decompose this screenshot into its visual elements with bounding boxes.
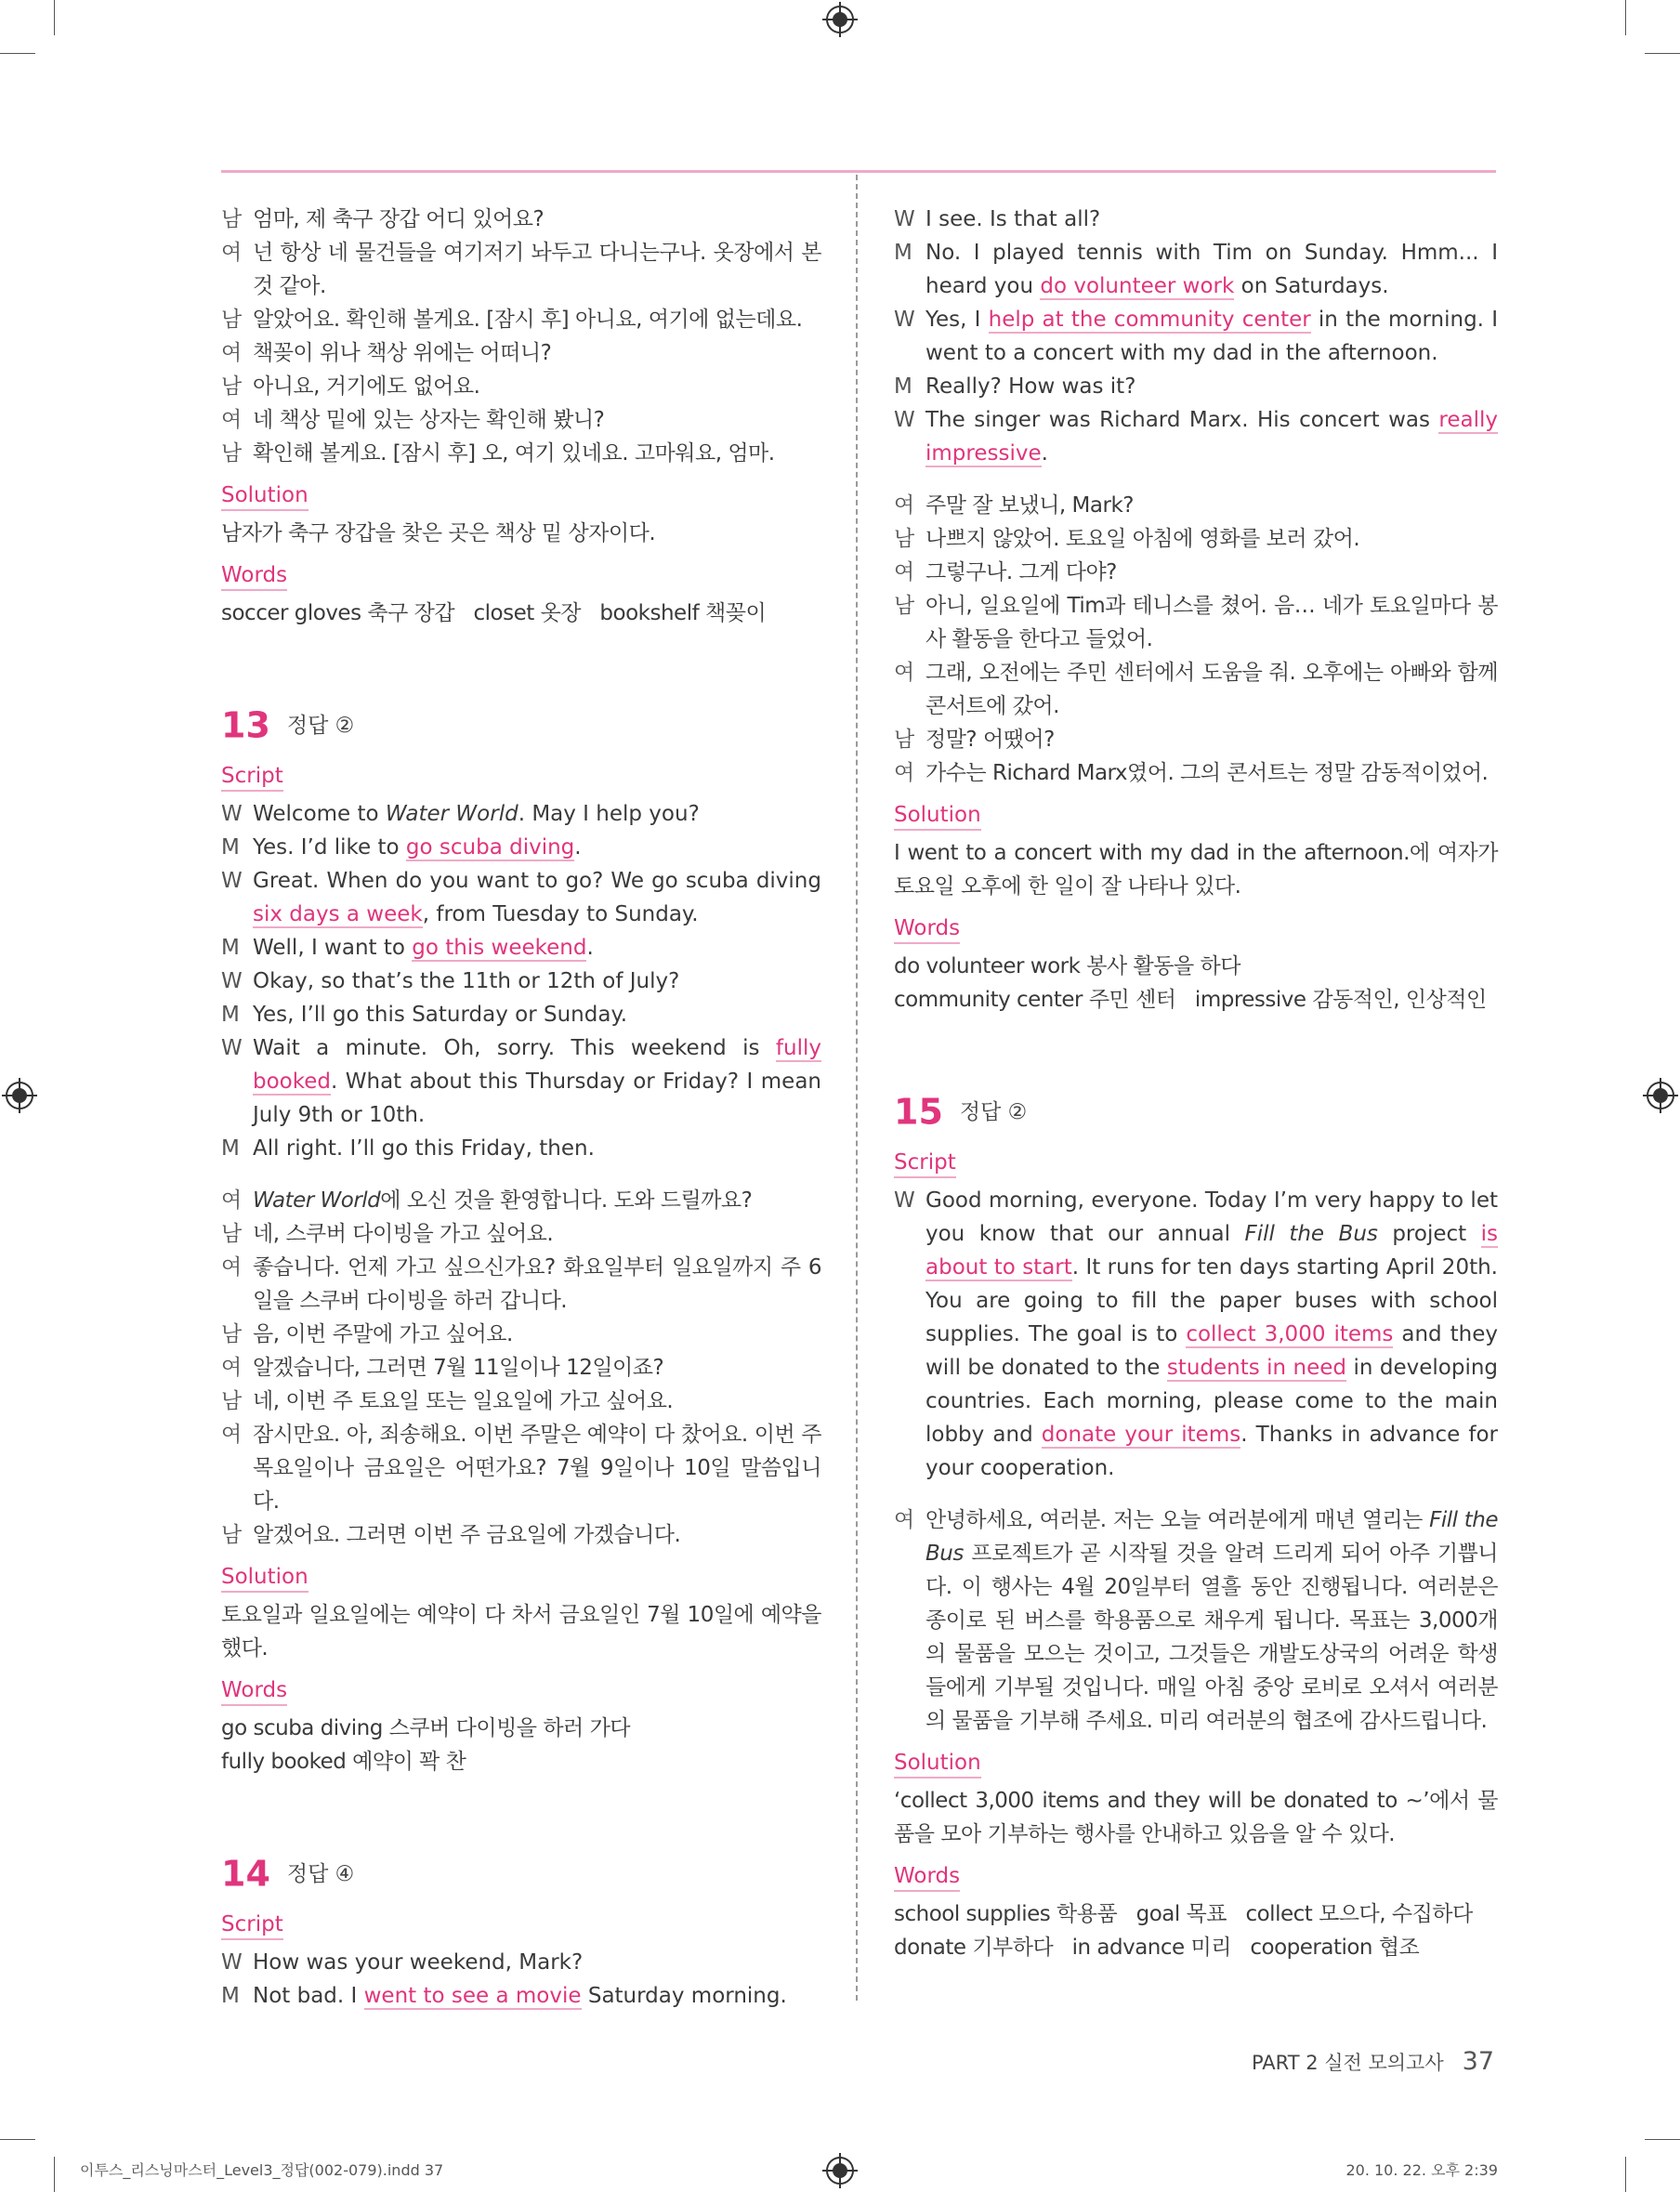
italic-title: Water World (253, 1188, 381, 1213)
line-text: Really? How was it? (925, 374, 1136, 399)
speaker-label: 남 (221, 1389, 242, 1413)
q13-script (221, 797, 821, 1165)
q13-script-label: Script (221, 762, 283, 792)
script-line (221, 998, 821, 1031)
line-text: 책꽂이 위나 책상 위에는 어떠니? (253, 341, 552, 365)
speaker-label: 여 (894, 560, 914, 584)
line-text: 좋습니다. 언제 가고 싶으신가요? 화요일부터 일요일까지 주 6일을 스쿠버 다이빙을 하러 갑니다. (253, 1255, 821, 1313)
key-phrase: go scuba diving (405, 835, 575, 860)
q13-words-label: Words (221, 1676, 287, 1706)
dialogue-line (894, 489, 1498, 522)
dialogue-line (221, 403, 821, 437)
q13-words-list (221, 1712, 821, 1779)
q14-script-continued (894, 203, 1498, 470)
words-line: soccer gloves 축구 장갑 closet 옷장 bookshelf 책꽂이 (221, 601, 767, 625)
speaker-label: 남 (221, 1322, 242, 1346)
dialogue-line (221, 1217, 821, 1251)
speaker-label: 여 (894, 1508, 914, 1532)
speaker-label: W (221, 1950, 243, 1975)
script-line (221, 864, 821, 931)
q13-number: 13 (221, 704, 270, 746)
dialogue-line (221, 1318, 821, 1351)
line-text: Yes. I’d like to (253, 835, 406, 860)
q14-korean-dialogue (894, 489, 1498, 790)
words-line: go scuba diving 스쿠버 다이빙을 하러 가다 (221, 1716, 631, 1740)
italic-title: Fill the Bus (925, 1508, 1498, 1566)
words-line: fully booked 예약이 꽉 찬 (221, 1750, 466, 1774)
script-line (894, 403, 1498, 470)
line-text: 알겠어요. 그러면 이번 주 금요일에 가겠습니다. (253, 1523, 681, 1547)
line-text: . What about this Thursday or Friday? I mean July 9th or 10th. (253, 1070, 821, 1127)
line-text: 엄마, 제 축구 장갑 어디 있어요? (253, 207, 545, 231)
q12-words-list (221, 597, 821, 630)
script-line (894, 303, 1498, 370)
script-line (221, 1132, 821, 1165)
q12-korean-dialogue (221, 203, 821, 470)
script-line (894, 1184, 1498, 1485)
speaker-label: M (221, 835, 240, 860)
line-text: in developing countries. Each morning, please come to the main lobby and (925, 1356, 1499, 1447)
dialogue-line (894, 656, 1498, 723)
speaker-label: M (894, 241, 912, 265)
speaker-label: 여 (221, 408, 242, 432)
speaker-label: M (221, 1003, 240, 1027)
speaker-label: M (894, 374, 912, 399)
line-text: Great. When do you want to go? We go scuba diving (253, 869, 821, 893)
speaker-label: M (221, 1136, 240, 1161)
key-phrase: six days a week (253, 902, 423, 926)
registration-mark-icon (826, 6, 854, 33)
speaker-label: W (894, 207, 915, 231)
key-phrase: help at the community center (988, 308, 1311, 332)
line-text: 에 오신 것을 환영합니다. 도와 드릴까요? (380, 1188, 753, 1213)
line-text: Well, I want to (253, 936, 413, 960)
column-divider (856, 175, 858, 2001)
dialogue-line (221, 303, 821, 336)
line-text: . (586, 936, 594, 960)
speaker-label: 남 (221, 441, 242, 466)
script-line (221, 1031, 821, 1132)
line-text: on Saturdays. (1234, 274, 1389, 298)
script-line (221, 831, 821, 864)
speaker-label: 여 (894, 493, 914, 518)
speaker-label: W (894, 1188, 915, 1213)
q15-script-label: Script (894, 1149, 956, 1178)
line-text: I see. Is that all? (925, 207, 1101, 231)
line-text: 그래, 오전에는 주민 센터에서 도움을 줘. 오후에는 아빠와 함께 콘서트에 갔어. (925, 661, 1498, 718)
registration-mark-icon (826, 2157, 854, 2185)
dialogue-line (221, 1418, 821, 1518)
dialogue-line (221, 1351, 821, 1385)
q12-solution-text: 남자가 축구 장갑을 찾은 곳은 책상 밑 상자이다. (221, 521, 656, 545)
line-text: 확인해 볼게요. [잠시 후] 오, 여기 있네요. 고마워요, 엄마. (253, 441, 775, 466)
speaker-label: 남 (221, 1523, 242, 1547)
dialogue-line (221, 1385, 821, 1418)
key-phrase: donate your items (1041, 1423, 1241, 1447)
q14-words-label: Words (894, 914, 960, 944)
dialogue-line (221, 1518, 821, 1552)
line-text: 네 책상 밑에 있는 상자는 확인해 봤니? (253, 408, 605, 432)
dialogue-line (894, 756, 1498, 790)
line-text: Not bad. I (253, 1984, 364, 2008)
dialogue-line (221, 236, 821, 303)
words-line: donate 기부하다 in advance 미리 cooperation 협조 (894, 1936, 1420, 1960)
script-line (894, 203, 1498, 236)
q13-heading (221, 702, 821, 747)
speaker-label: M (221, 1984, 240, 2008)
dialogue-line (894, 522, 1498, 556)
line-text: and they will be donated to the (925, 1322, 1498, 1380)
line-text: 알겠습니다, 그러면 7월 11일이나 12일이죠? (253, 1356, 664, 1380)
registration-mark-icon (1647, 1082, 1674, 1109)
q13-korean-dialogue (221, 1184, 821, 1552)
line-text: , from Tuesday to Sunday. (422, 902, 699, 926)
words-line: community center 주민 센터 impressive 감동적인, 인상적인 (894, 988, 1487, 1012)
q15-words-label: Words (894, 1862, 960, 1892)
speaker-label: 여 (221, 341, 242, 365)
line-text: . (1041, 441, 1048, 466)
crop-mark (54, 0, 55, 35)
line-text: 프로젝트가 곧 시작될 것을 알려 드리게 되어 아주 기쁩니다. 이 행사는 4월 20일부터 열흘 동안 진행됩니다. 여러분은 종이로 된 버스를 학용품으로 채우게 됩니다. 목표는 3,000개의 물품을 모으는 것이고, 그것들은 개발도상국의 어려운 학생들에게 기부될 것입니다. 매일 아침 중앙 로비로 오셔서 여러분의 물품을 기부해 주세요. 미리 여러분의 협조에 감사드립니다. (925, 1542, 1498, 1733)
speaker-label: 여 (894, 761, 914, 785)
line-text: No. I played tennis with Tim on Sunday. Hmm... I heard you (925, 241, 1498, 298)
q14-solution-text: I went to a concert with my dad in the afternoon.에 여자가 토요일 오후에 한 일이 잘 나타나 있다. (894, 841, 1498, 899)
header-rule (221, 170, 1496, 173)
line-text: Good morning, everyone. Today I’m very happy to let you know that our annual (925, 1188, 1498, 1246)
line-text: project (1377, 1222, 1481, 1246)
key-phrase: go this weekend (412, 936, 587, 960)
line-text: 그렇구나. 그게 다야? (925, 560, 1117, 584)
dialogue-line (894, 723, 1498, 756)
crop-mark (1645, 53, 1680, 54)
slug-timestamp: 20. 10. 22. 오후 2:39 (1345, 2161, 1498, 2179)
q15-solution-text: ‘collect 3,000 items and they will be donated to ~’에서 물품을 모아 기부하는 행사를 안내하고 있음을 알 수 있다. (894, 1789, 1498, 1846)
key-phrase: went to see a movie (363, 1984, 582, 2008)
speaker-label: W (221, 969, 243, 993)
speaker-label: 여 (894, 661, 914, 685)
script-line (221, 965, 821, 998)
script-line (221, 1946, 821, 1979)
line-text: Wait a minute. Oh, sorry. This weekend is (253, 1036, 776, 1060)
part-label: PART 2 실전 모의고사 (1251, 2052, 1444, 2074)
q14-number: 14 (221, 1853, 270, 1895)
key-phrase: really impressive (925, 408, 1498, 466)
speaker-label: 여 (221, 1188, 242, 1213)
line-text: The singer was Richard Marx. His concert was (925, 408, 1439, 432)
left-column (221, 203, 821, 2013)
q14-script-start (221, 1946, 821, 2013)
q13-solution-text: 토요일과 일요일에는 예약이 다 차서 금요일인 7월 10일에 예약을 했다. (221, 1603, 821, 1660)
page-footer (1252, 2047, 1494, 2076)
dialogue-line (894, 556, 1498, 589)
speaker-label: M (221, 936, 240, 960)
speaker-label: 남 (894, 728, 914, 752)
dialogue-line (221, 1251, 821, 1318)
speaker-label: 남 (221, 308, 242, 332)
line-text: 넌 항상 네 물건들을 여기저기 놔두고 다니는구나. 옷장에서 본 것 같아. (253, 241, 821, 298)
line-text: . It runs for ten days starting April 20th. You are going to fill the paper buses with school supplies. The goal is to (925, 1255, 1498, 1346)
crop-mark (1645, 2139, 1680, 2140)
speaker-label: W (894, 308, 915, 332)
slug-file: 이투스_리스닝마스터_Level3_정답(002-079).indd 37 (80, 2161, 444, 2179)
script-line (894, 370, 1498, 403)
dialogue-line (221, 1184, 821, 1217)
q14-answer: 정답 ④ (286, 1861, 355, 1886)
right-column (894, 203, 1498, 1964)
line-text: 아니, 일요일에 Tim과 테니스를 쳤어. 음… 네가 토요일마다 봉사 활동을 한다고 들었어. (925, 594, 1498, 651)
line-text: Yes, I (925, 308, 989, 332)
q12-words-label: Words (221, 561, 287, 591)
line-text: Yes, I’ll go this Saturday or Sunday. (253, 1003, 628, 1027)
italic-title: Water World (385, 802, 518, 826)
q15-korean-dialogue (894, 1503, 1498, 1738)
q14-solution-label: Solution (894, 801, 981, 831)
line-text: Welcome to (253, 802, 386, 826)
page-number: 37 (1462, 2047, 1494, 2076)
q15-solution-label: Solution (894, 1749, 981, 1779)
line-text: 음, 이번 주말에 가고 싶어요. (253, 1322, 513, 1346)
line-text: 가수는 Richard Marx였어. 그의 콘서트는 정말 감동적이었어. (925, 761, 1489, 785)
script-line (221, 1979, 821, 2013)
line-text: 알았어요. 확인해 볼게요. [잠시 후] 아니요, 여기에 없는데요. (253, 308, 803, 332)
line-text: 나쁘지 않았어. 토요일 아침에 영화를 보러 갔어. (925, 527, 1360, 551)
italic-title: Fill the Bus (1244, 1222, 1378, 1246)
speaker-label: 여 (221, 1255, 242, 1280)
line-text: 주말 잘 보냈니, Mark? (925, 493, 1134, 518)
script-line (894, 236, 1498, 303)
crop-mark (0, 53, 35, 54)
speaker-label: 남 (221, 374, 242, 399)
crop-mark (54, 2157, 55, 2192)
key-phrase: collect 3,000 items (1186, 1322, 1394, 1346)
line-text: Okay, so that’s the 11th or 12th of July? (253, 969, 680, 993)
dialogue-line (221, 370, 821, 403)
q15-words-list (894, 1897, 1498, 1964)
dialogue-line (894, 589, 1498, 656)
key-phrase: do volunteer work (1040, 274, 1235, 298)
line-text: 잠시만요. 아, 죄송해요. 이번 주말은 예약이 다 찼어요. 이번 주 목요일이나 금요일은 어떤가요? 7월 9일이나 10일 말씀입니다. (253, 1423, 821, 1514)
dialogue-line (221, 336, 821, 370)
line-text: 아니요, 거기에도 없어요. (253, 374, 480, 399)
line-text: How was your weekend, Mark? (253, 1950, 584, 1975)
key-phrase: students in need (1166, 1356, 1347, 1380)
line-text: in the morning. I went to a concert with my dad in the afternoon. (925, 308, 1498, 365)
line-text: 네, 이번 주 토요일 또는 일요일에 가고 싶어요. (253, 1389, 674, 1413)
line-text: Saturday morning. (581, 1984, 787, 2008)
registration-mark-icon (6, 1082, 33, 1109)
words-line: school supplies 학용품 goal 목표 collect 모으다, 수집하다 (894, 1902, 1473, 1926)
speaker-label: 남 (221, 207, 242, 231)
line-text: . Thanks in advance for your cooperation. (925, 1423, 1498, 1480)
script-line (221, 797, 821, 831)
line-text: . (574, 835, 582, 860)
dialogue-line (221, 203, 821, 236)
speaker-label: W (221, 869, 243, 893)
q15-number: 15 (894, 1091, 943, 1133)
crop-mark (1625, 2157, 1626, 2192)
q15-script (894, 1184, 1498, 1485)
line-text: 안녕하세요, 여러분. 저는 오늘 여러분에게 매년 열리는 (925, 1508, 1430, 1532)
speaker-label: 여 (221, 241, 242, 265)
key-phrase: fully booked (253, 1036, 821, 1094)
crop-mark (0, 2139, 35, 2140)
dialogue-line (221, 437, 821, 470)
script-line (221, 931, 821, 965)
q13-answer: 정답 ② (286, 713, 355, 738)
line-text: 네, 스쿠버 다이빙을 가고 싶어요. (253, 1222, 554, 1246)
speaker-label: 여 (221, 1356, 242, 1380)
key-phrase: is about to start (925, 1222, 1498, 1280)
speaker-label: 남 (894, 594, 914, 618)
q13-solution-label: Solution (221, 1563, 308, 1593)
words-line: do volunteer work 봉사 활동을 하다 (894, 954, 1240, 978)
speaker-label: 여 (221, 1423, 242, 1447)
speaker-label: W (894, 408, 915, 432)
q15-answer: 정답 ② (959, 1099, 1028, 1124)
line-text: . May I help you? (518, 802, 700, 826)
speaker-label: 남 (894, 527, 914, 551)
dialogue-line (894, 1503, 1498, 1738)
line-text: All right. I’ll go this Friday, then. (253, 1136, 595, 1161)
line-text: 정말? 어땠어? (925, 728, 1055, 752)
q14-script-label: Script (221, 1910, 283, 1940)
speaker-label: 남 (221, 1222, 242, 1246)
q14-words-list (894, 950, 1498, 1017)
speaker-label: W (221, 802, 243, 826)
crop-mark (1625, 0, 1626, 35)
q15-heading (894, 1089, 1498, 1134)
q12-solution-label: Solution (221, 481, 308, 511)
q14-heading (221, 1851, 821, 1896)
speaker-label: W (221, 1036, 243, 1060)
